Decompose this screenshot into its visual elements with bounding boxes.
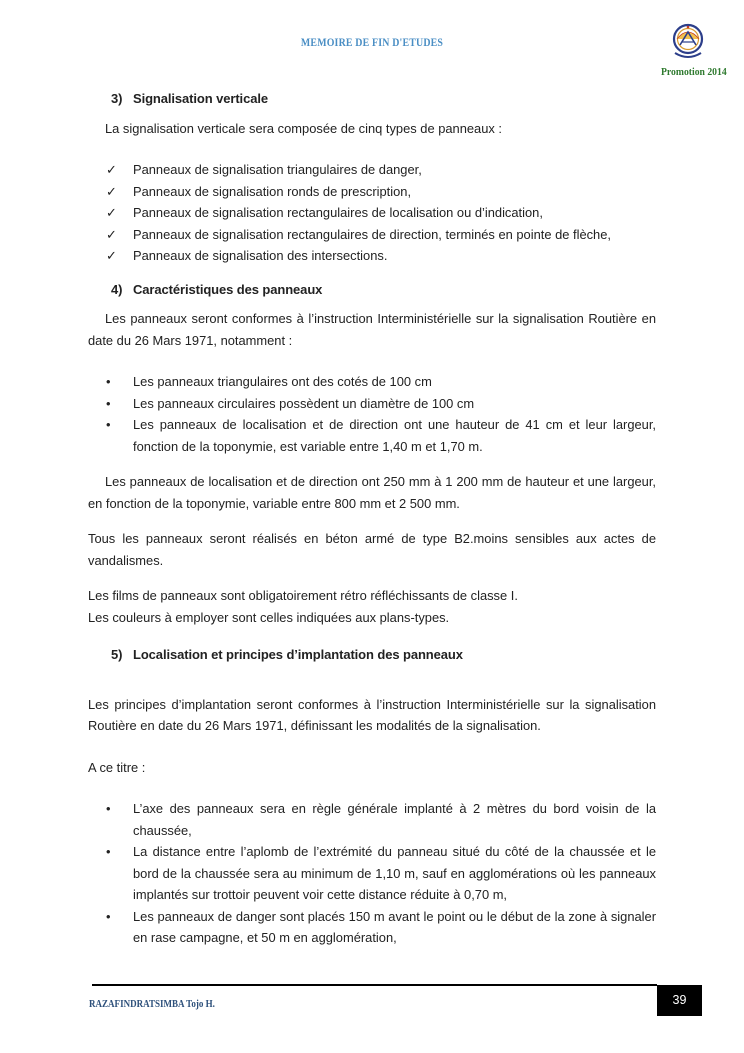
list-item: • Les panneaux triangulaires ont des cotés de 100 cm — [88, 371, 656, 393]
list-item: ✓ Panneaux de signalisation rectangulaires de direction, terminés en pointe de flèche, — [88, 224, 656, 246]
list-item: • La distance entre l’aplomb de l’extrémité du panneau situé du côté de la chaussée et le bord de la chaussée sera au minimum de 1,10 m, sauf en agglomérations où les panneaux implantés sur trottoir peuvent voir cette distance réduite à 0,70 m, — [88, 841, 656, 906]
list-item: • Les panneaux circulaires possèdent un diamètre de 100 cm — [88, 393, 656, 415]
list-item: ✓ Panneaux de signalisation ronds de prescription, — [88, 181, 656, 203]
check-list — [88, 159, 656, 267]
paragraph: Tous les panneaux seront réalisés en béton armé de type B2.moins sensibles aux actes de vandalismes. — [88, 531, 656, 568]
paragraph: Les films de panneaux sont obligatoirement rétro réfléchissants de classe I. — [88, 588, 518, 603]
page-content — [88, 88, 656, 949]
checkmark-icon: ✓ — [106, 183, 117, 199]
paragraph: Les couleurs à employer sont celles indiquées aux plans-types. — [88, 609, 450, 625]
list-item: • L’axe des panneaux sera en règle générale implanté à 2 mètres du bord voisin de la chaussée, — [88, 798, 656, 841]
bullet-icon: • — [106, 374, 111, 389]
bullet-icon: • — [106, 417, 111, 432]
list-item: ✓ Panneaux de signalisation rectangulaires de localisation ou d’indication, — [88, 202, 656, 224]
section-heading: 3) Signalisation verticale — [111, 91, 268, 106]
bullet-icon: • — [106, 908, 111, 924]
section-intro: La signalisation verticale sera composée de cinq types de panneaux : — [105, 120, 502, 136]
page-number: 39 — [657, 985, 702, 1016]
list-item: • Les panneaux de danger sont placés 150 m avant le point ou le début de la zone à signaler en rase campagne, et 50 m en agglomération, — [88, 906, 656, 949]
section-intro: Les principes d’implantation seront conformes à l’instruction Interministérielle sur la signalisation Routière en date du 26 Mars 1971, définissant les modalités de la signalisation. — [88, 696, 656, 733]
list-item: ✓ Panneaux de signalisation des intersections. — [88, 245, 656, 267]
bullet-list — [88, 371, 656, 457]
section-intro: Les panneaux seront conformes à l’instruction Interministérielle sur la signalisation Routière en date du 26 Mars 1971, notamment : — [88, 311, 656, 348]
footer-author: RAZAFINDRATSIMBA Tojo H. — [89, 998, 215, 1010]
header-title: MEMOIRE DE FIN D'ETUDES — [300, 37, 444, 49]
checkmark-icon: ✓ — [106, 205, 117, 220]
list-item: • Les panneaux de localisation et de direction ont une hauteur de 41 cm et leur largeur, fonction de la toponymie, est variable entre 1,40 m et 1,70 m. — [88, 414, 656, 457]
checkmark-icon: ✓ — [106, 226, 117, 242]
lead-text: A ce titre : — [88, 759, 146, 775]
checkmark-icon: ✓ — [106, 162, 117, 177]
section-heading: 5) Localisation et principes d’implantation des panneaux — [111, 647, 463, 662]
bullet-icon: • — [106, 844, 111, 859]
bullet-icon: • — [106, 395, 111, 411]
paragraph: Les panneaux de localisation et de direction ont 250 mm à 1 200 mm de hauteur et une largeur, en fonction de la toponymie, variable entre 800 mm et 2 500 mm. — [88, 474, 656, 511]
bullet-icon: • — [106, 801, 111, 816]
list-item: ✓ Panneaux de signalisation triangulaires de danger, — [88, 159, 656, 181]
promotion-label: Promotion 2014 — [661, 66, 727, 78]
section-heading: 4) Caractéristiques des panneaux — [111, 281, 323, 297]
footer-divider — [92, 984, 657, 986]
school-logo-icon — [669, 23, 707, 63]
bullet-list — [88, 798, 656, 949]
checkmark-icon: ✓ — [106, 248, 117, 263]
